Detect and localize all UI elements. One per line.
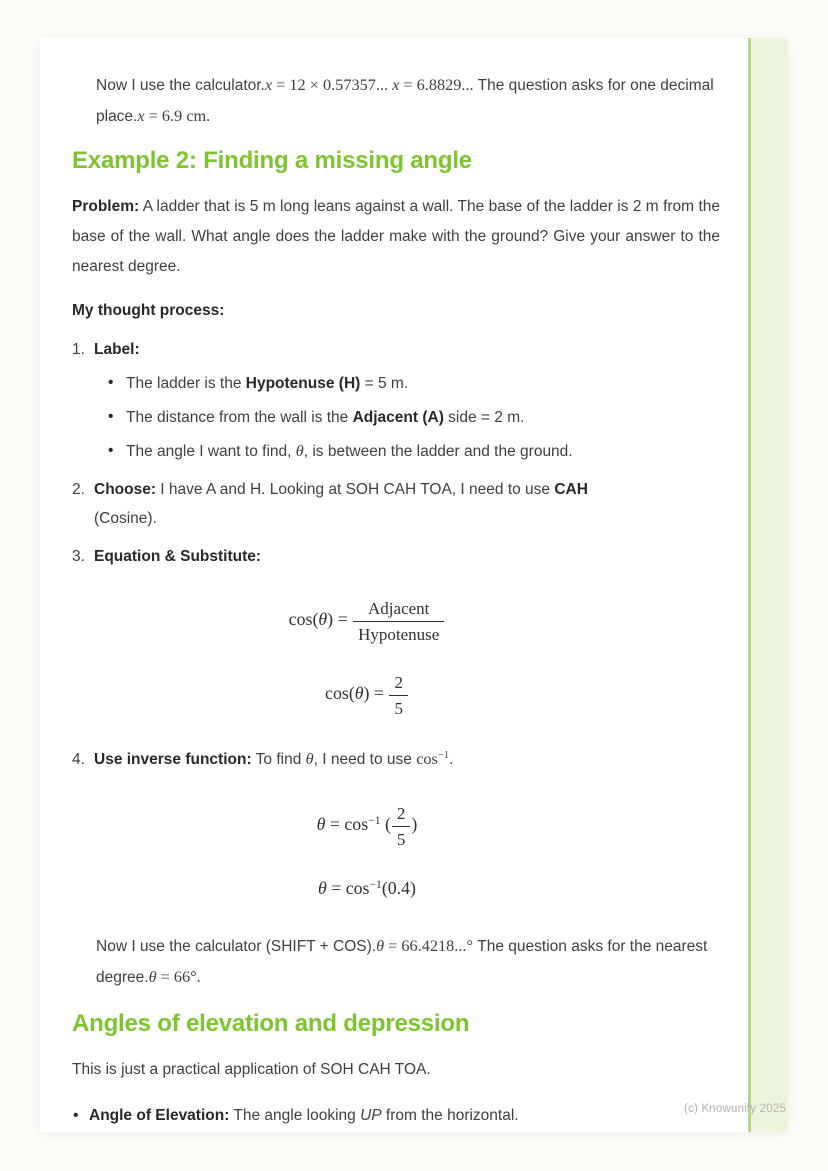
bullet-text: [126, 443, 573, 460]
equation-cos-two-fifths: [93, 671, 641, 719]
equation-cos-adjacent-over-hypotenuse: [93, 597, 641, 645]
text-segment: Angle of Elevation:: [89, 1107, 230, 1124]
text-segment: , is between the ladder and the ground.: [303, 443, 573, 460]
step-text: [94, 341, 140, 358]
text-segment: θ: [316, 813, 326, 834]
angles-intro-paragraph: This is just a practical application of SOH CAH TOA.: [72, 1061, 431, 1078]
label-bullet-list: [94, 369, 650, 466]
heading-example-2: Example 2: Finding a missing angle: [72, 147, 472, 174]
fraction-denominator: 5: [396, 830, 406, 849]
text-segment: θ: [305, 750, 314, 768]
text-segment: = 66.4218...°: [384, 937, 473, 955]
text-segment: ) =: [327, 608, 353, 629]
document-page: [40, 38, 788, 1132]
text-segment: from the horizontal.: [381, 1107, 519, 1124]
fraction-denominator: 5: [394, 699, 403, 718]
step-number: 1.: [72, 341, 85, 358]
text-segment: θ: [376, 937, 385, 955]
step-4-inverse-function: [72, 745, 650, 776]
text-segment: −1: [369, 877, 382, 891]
text-segment: Now I use the calculator.: [96, 77, 265, 94]
equation-theta-inverse-cos-decimal: [93, 876, 641, 903]
text-segment: = cos: [325, 813, 369, 834]
copyright-watermark: (c) Knowunity 2025: [684, 1103, 787, 1115]
step-number: 4.: [72, 751, 85, 768]
text-segment: The ladder is the: [126, 375, 246, 392]
text-segment: −1: [368, 813, 381, 827]
step-text: [94, 751, 453, 768]
step-text: [94, 548, 261, 565]
text-segment: −1: [437, 750, 450, 762]
bullet-marker: •: [108, 374, 114, 391]
text-segment: cos(: [288, 608, 319, 629]
text-segment: ): [411, 813, 418, 834]
bullet-text: [126, 375, 408, 392]
text-segment: (Cosine).: [94, 510, 157, 527]
heading-angles-elevation-depression: Angles of elevation and depression: [72, 1010, 470, 1037]
text-segment: ) =: [363, 682, 389, 703]
text-segment: cos(: [325, 682, 355, 703]
text-segment: UP: [360, 1107, 382, 1124]
text-segment: = 12 × 0.57357...: [272, 76, 393, 94]
fraction: [389, 671, 408, 719]
bullet-text: [126, 409, 524, 426]
text-segment: x: [264, 76, 273, 94]
text-segment: Now I use the calculator (SHIFT + COS).: [96, 938, 377, 955]
calculation-paragraph-2: [96, 931, 720, 993]
step-number: 2.: [72, 481, 85, 498]
problem-paragraph: [72, 192, 720, 282]
text-segment: I have A and H. Looking at SOH CAH TOA, I need to use: [156, 481, 555, 498]
text-segment: Use inverse function:: [94, 751, 252, 768]
text-segment: CAH: [554, 481, 588, 498]
text-segment: To find: [251, 751, 306, 768]
text-segment: θ: [354, 682, 364, 703]
bullet-angle-theta: [94, 437, 650, 466]
bullet-hypotenuse: [94, 369, 650, 398]
text-segment: The angle looking: [229, 1107, 361, 1124]
step-2-choose: [72, 475, 650, 533]
text-segment: θ: [318, 608, 328, 629]
text-segment: The question asks for one decimal place.: [96, 77, 714, 125]
thought-steps-list: [72, 335, 650, 903]
text-segment: = cos: [326, 878, 370, 898]
text-segment: x: [137, 107, 145, 125]
text-segment: = 66°.: [156, 968, 201, 986]
step-3-equation-substitute: [72, 542, 650, 571]
text-segment: Hypotenuse (H): [245, 375, 361, 392]
fraction-denominator: Hypotenuse: [358, 625, 440, 644]
step-1-label: [72, 335, 650, 466]
step-number: 3.: [72, 548, 85, 565]
bullet-angle-of-elevation: [72, 1101, 720, 1131]
text-segment: Choose:: [94, 481, 156, 498]
thought-process-heading: My thought process:: [72, 302, 225, 319]
text-segment: (: [380, 813, 391, 834]
text-segment: Adjacent (A): [352, 409, 444, 426]
fraction-numerator: 2: [389, 671, 408, 696]
text-segment: cos: [416, 750, 438, 768]
text-segment: Equation & Substitute:: [94, 548, 262, 565]
text-segment: θ: [295, 442, 304, 460]
bullet-marker: •: [108, 408, 114, 425]
fraction: [392, 802, 411, 850]
text-segment: x: [392, 76, 400, 94]
bullet-adjacent: [94, 403, 650, 432]
bullet-text: [89, 1107, 519, 1124]
page-content: [40, 38, 788, 1131]
text-segment: = 6.9 cm.: [144, 107, 211, 125]
text-segment: θ: [317, 878, 327, 898]
text-segment: The distance from the wall is the: [126, 409, 353, 426]
text-segment: Label:: [94, 341, 140, 358]
fraction-numerator: 2: [392, 802, 411, 827]
text-segment: = 6.8829...: [399, 76, 474, 94]
text-segment: The question asks for the nearest degree.: [96, 938, 708, 986]
step-text: [94, 481, 588, 527]
bullet-marker: •: [73, 1107, 79, 1124]
text-segment: = 5 m.: [360, 375, 409, 392]
text-segment: (0.4): [381, 878, 417, 898]
text-segment: .: [449, 751, 454, 768]
calculation-paragraph-1: [96, 70, 720, 132]
text-segment: side = 2 m.: [443, 409, 525, 426]
text-segment: The angle I want to find,: [126, 443, 296, 460]
bullet-marker: •: [108, 442, 114, 459]
text-segment: Problem:: [72, 198, 140, 215]
equation-theta-inverse-cos-fraction: [93, 802, 641, 850]
fraction-numerator: Adjacent: [353, 597, 444, 622]
text-segment: θ: [148, 968, 157, 986]
text-segment: A ladder that is 5 m long leans against a wall. The base of the ladder is 2 m from the base of the wall. What angle does the ladder make with the ground? Give your answer to the nearest degree.: [72, 198, 720, 275]
text-segment: , I need to use: [313, 751, 417, 768]
fraction: [353, 597, 444, 645]
